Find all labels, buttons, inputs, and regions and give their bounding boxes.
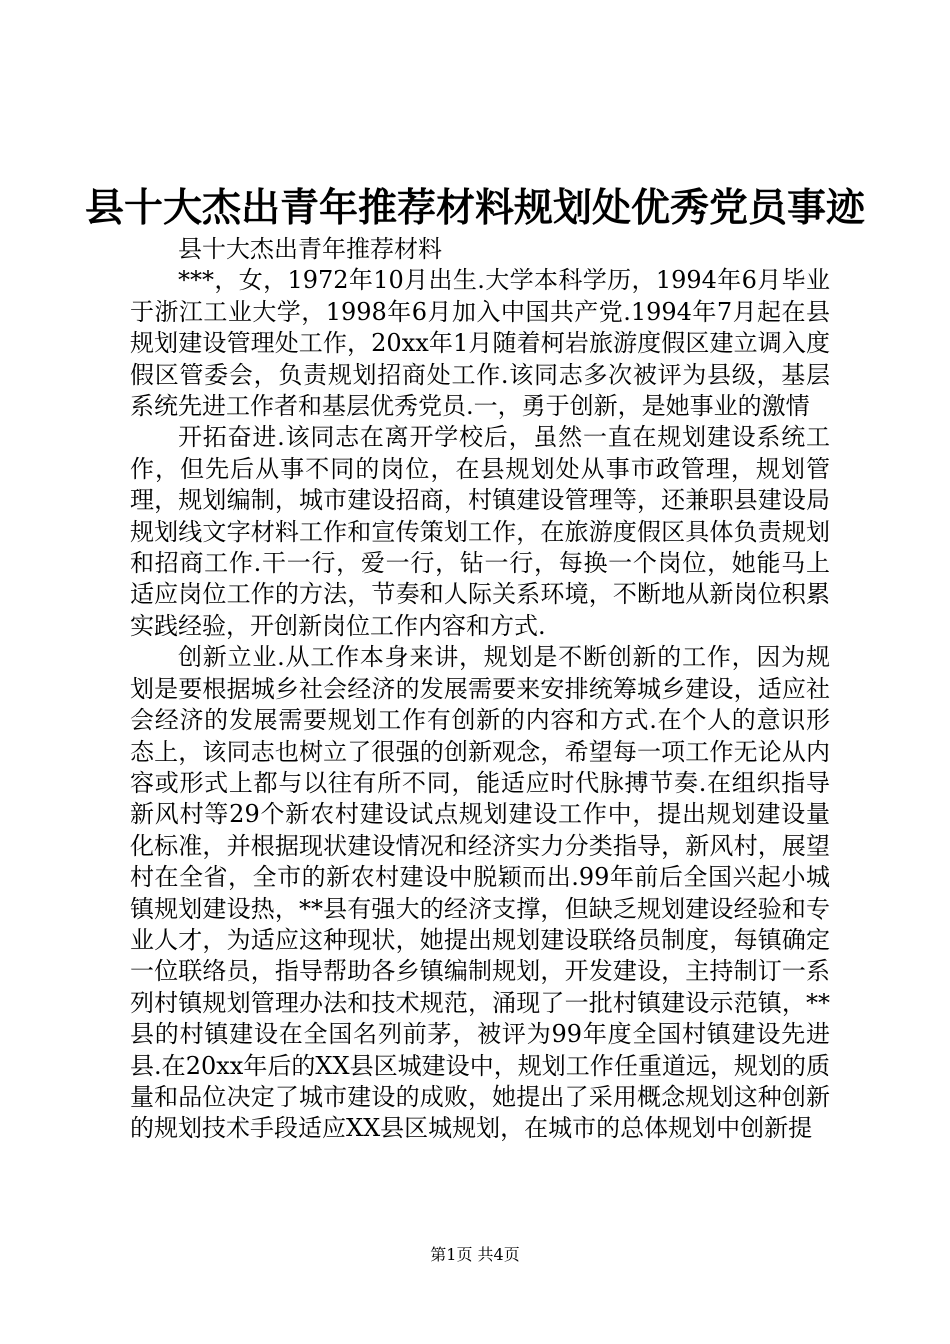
document-body [130, 234, 830, 1145]
document-title: 县十大杰出青年推荐材料规划处优秀党员事迹 [84, 185, 865, 231]
paragraph-pioneering: 开拓奋进.该同志在离开学校后，虽然一直在规划建设系统工作，但先后从事不同的岗位，在县规划处从事市政管理，规划管理，规划编制，城市建设招商，村镇建设管理等，还兼职县建设局规划线文字材料工作和宣传策划工作，在旅游度假区具体负责规划和招商工作.干一行，爱一行，钻一行，每换一个岗位，她能马上适应岗位工作的方法，节奏和人际关系环境，不断地从新岗位积累实践经验，开创新岗位工作内容和方式. [130, 423, 830, 640]
page-footer: 第1页 共4页 [430, 1245, 520, 1264]
paragraph-profile: ***，女，1972年10月出生.大学本科学历，1994年6月毕业于浙江工业大学，1998年6月加入中国共产党.1994年7月起在县规划建设管理处工作，20xx年1月随着柯岩旅游度假区建立调入度假区管委会，负责规划招商处工作.该同志多次被评为县级，基层系统先进工作者和基层优秀党员.一，勇于创新，是她事业的激情 [130, 266, 830, 421]
paragraph-subtitle: 县十大杰出青年推荐材料 [178, 235, 442, 263]
paragraph-innovation: 创新立业.从工作本身来讲，规划是不断创新的工作，因为规划是要根据城乡社会经济的发展需要来安排统筹城乡建设，适应社会经济的发展需要规划工作有创新的内容和方式.在个人的意识形态上，该同志也树立了很强的创新观念，希望每一项工作无论从内容或形式上都与以往有所不同，能适应时代脉搏节奏.在组织指导新风村等29个新农村建设试点规划建设工作中，提出规划建设量化标准，并根据现状建设情况和经济实力分类指导，新风村，展望村在全省，全市的新农村建设中脱颖而出.99年前后全国兴起小城镇规划建设热，**县有强大的经济支撑，但缺乏规划建设经验和专业人才，为适应这种现状，她提出规划建设联络员制度，每镇确定一位联络员，指导帮助各乡镇编制规划，开发建设，主持制订一系列村镇规划管理办法和技术规范，涌现了一批村镇建设示范镇，**县的村镇建设在全国名列前茅，被评为99年度全国村镇建设先进县.在20xx年后的XX县区城建设中，规划工作任重道远，规划的质量和品位决定了城市建设的成败，她提出了采用概念规划这种创新的规划技术手段适应XX县区城规划，在城市的总体规划中创新提 [130, 643, 830, 1143]
